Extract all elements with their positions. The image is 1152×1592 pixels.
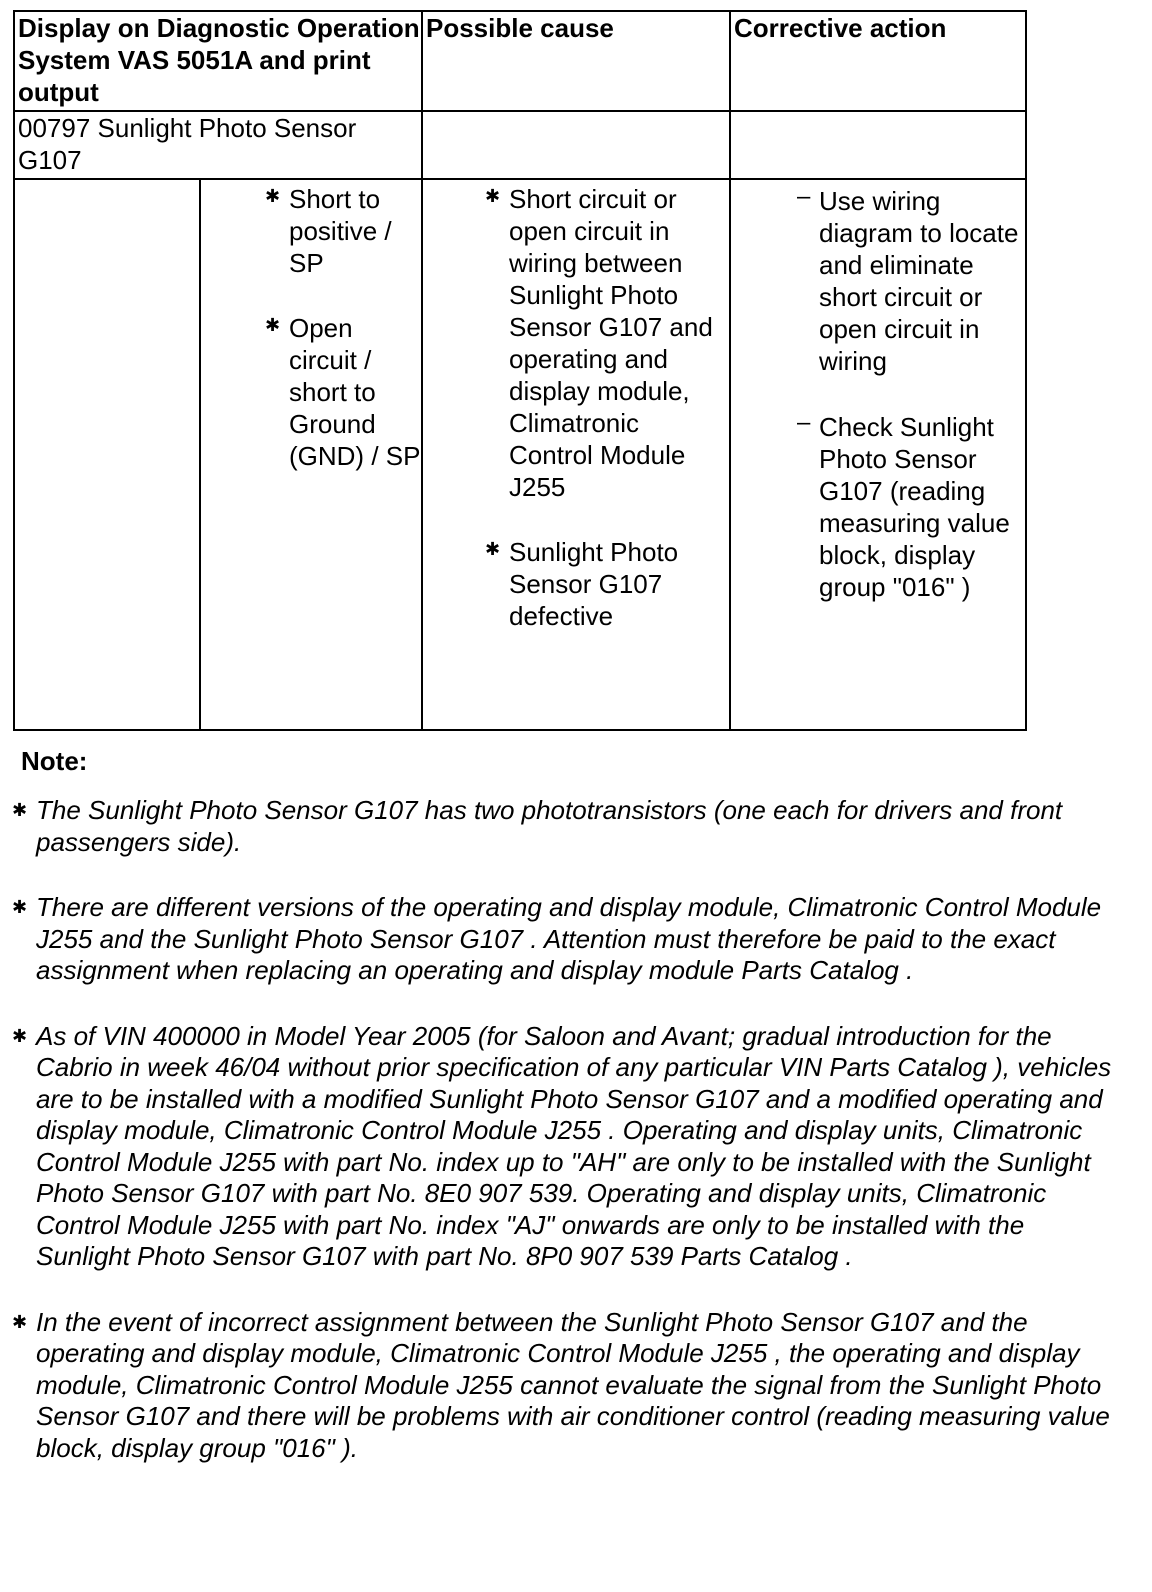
note-title: Note: [21, 746, 88, 776]
dash-bullet-icon: – [797, 183, 811, 210]
fault-code-row [14, 111, 1026, 179]
asterisk-bullet-icon: ✱ [12, 1025, 28, 1046]
empty-cell [730, 111, 1026, 179]
causes-cell [422, 179, 730, 730]
header-possible-cause: Possible cause [422, 11, 730, 111]
list-item: – Check Sunlight Photo Sensor G107 (reading measuring value block, display group "016" ) [797, 409, 1010, 602]
actions-cell [730, 179, 1026, 730]
empty-cell [14, 179, 200, 730]
note-item: ✱ As of VIN 400000 in Model Year 2005 (for Saloon and Avant; gradual introduction for the Cabrio in week 46/04 without prior specification of any particular VIN Parts Catalog ), vehicles are to be installed with a modified Sunlight Photo Sensor G107 and a modified operating and display module, Climatronic Control Module J255 . Operating and display units, Climatronic Control Module J255 with part No. index up to "AH" are only to be installed with the Sunlight Photo Sensor G107 with part No. 8E0 907 539. Operating and display units, Climatronic Control Module J255 with part No. index "AJ" onwards are only to be installed with the Sunlight Photo Sensor G107 with part No. 8P0 907 539 Parts Catalog . [12, 1020, 1112, 1271]
list-item: ✱ Open circuit / short to Ground (GND) / SP [265, 313, 421, 471]
list-item: ✱ Short circuit or open circuit in wiring between Sunlight Photo Sensor G107 and operating and display module, Climatronic Control Module J255 [485, 184, 713, 502]
asterisk-bullet-icon: ✱ [265, 186, 281, 206]
header-row [14, 11, 1026, 111]
list-item: ✱ Sunlight Photo Sensor G107 defective [485, 537, 679, 631]
note-item: ✱ There are different versions of the operating and display module, Climatronic Control Module J255 and the Sunlight Photo Sensor G107 . Attention must therefore be paid to the exact assignment when replacing an operating and display module Parts Catalog . [12, 892, 1102, 985]
symptoms-cell [200, 179, 422, 730]
list-item: – Use wiring diagram to locate and eliminate short circuit or open circuit in wiring [797, 183, 1019, 376]
asterisk-bullet-icon: ✱ [12, 800, 28, 820]
asterisk-bullet-icon: ✱ [12, 1311, 28, 1332]
header-display: Display on Diagnostic Operation System VAS 5051A and print output [14, 11, 422, 111]
asterisk-bullet-icon: ✱ [12, 897, 28, 917]
asterisk-bullet-icon: ✱ [485, 186, 501, 206]
detail-row [14, 179, 1026, 730]
list-item: ✱ Short to positive / SP [265, 184, 392, 278]
asterisk-bullet-icon: ✱ [485, 539, 501, 559]
asterisk-bullet-icon: ✱ [265, 315, 281, 335]
fault-code: 00797 Sunlight Photo Sensor G107 [14, 111, 422, 179]
empty-cell [422, 111, 730, 179]
note-item: ✱ In the event of incorrect assignment between the Sunlight Photo Sensor G107 and the operating and display module, Climatronic Control Module J255 , the operating and display module, Climatronic Control Module J255 cannot evaluate the signal from the Sunlight Photo Sensor G107 and there will be problems with air conditioner control (reading measuring value block, display group "016" ). [12, 1306, 1110, 1463]
diagnostic-table [13, 10, 1027, 731]
header-corrective-action: Corrective action [730, 11, 1026, 111]
dash-bullet-icon: – [797, 409, 811, 436]
note-list [12, 795, 1122, 1498]
note-item: ✱ The Sunlight Photo Sensor G107 has two phototransistors (one each for drivers and front passengers side). [12, 795, 1063, 857]
